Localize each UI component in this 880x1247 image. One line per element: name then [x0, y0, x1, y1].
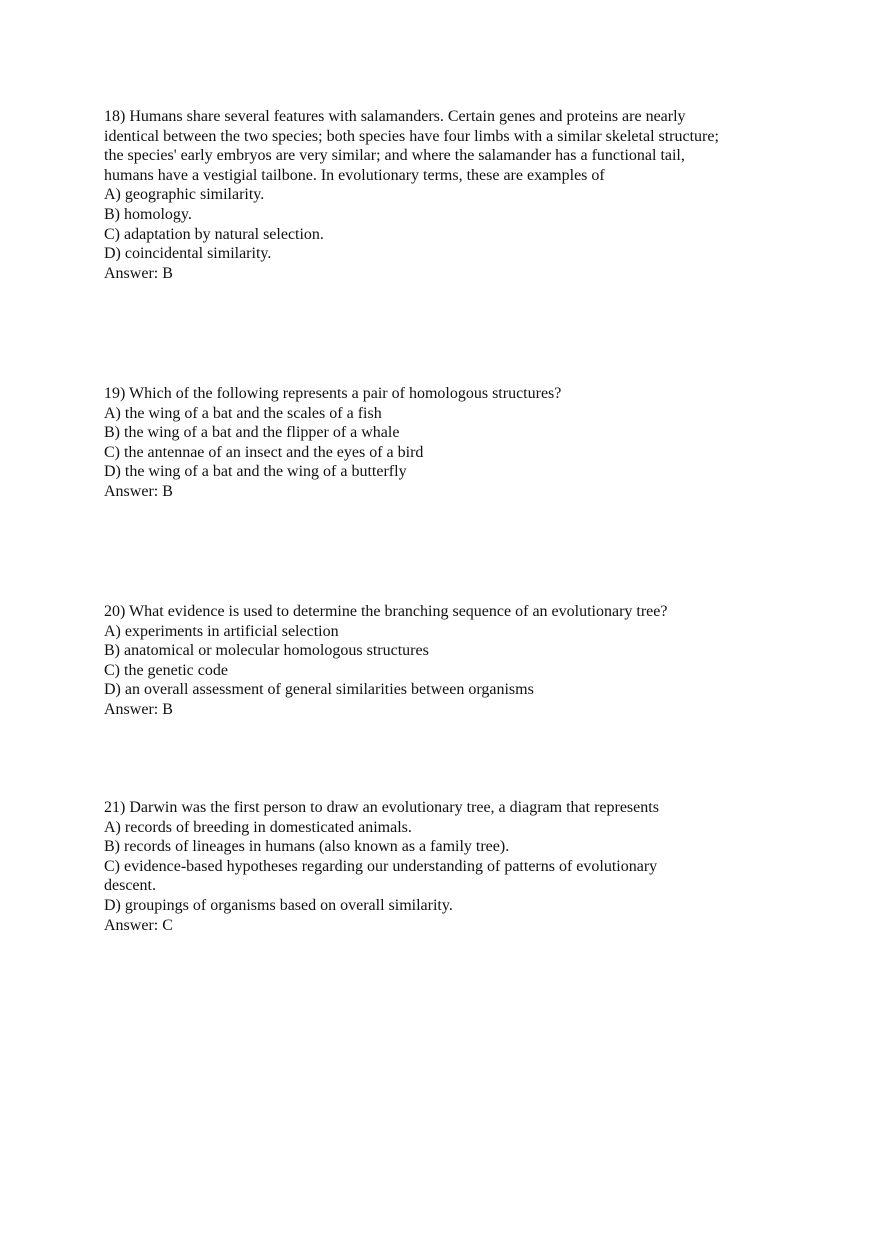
- answer-option-d: D) groupings of organisms based on overall similarity.: [104, 896, 453, 914]
- answer-option-d: D) the wing of a bat and the wing of a butterfly: [104, 463, 407, 481]
- answer-option-a: A) records of breeding in domesticated animals.: [104, 818, 412, 836]
- answer-option-b: B) homology.: [104, 205, 192, 223]
- answer-option-c: C) adaptation by natural selection.: [104, 225, 324, 243]
- question-stem-line: 18) Humans share several features with salamanders. Certain genes and proteins are nearly: [104, 108, 686, 125]
- answer-option-c: C) the antennae of an insect and the eyes of a bird: [104, 443, 424, 461]
- answer-option-a: A) the wing of a bat and the scales of a fish: [104, 404, 382, 422]
- answer-key: Answer: B: [104, 700, 173, 718]
- answer-option-a: A) experiments in artificial selection: [104, 622, 339, 640]
- answer-option-d: D) coincidental similarity.: [104, 245, 272, 263]
- answer-key: Answer: B: [104, 264, 173, 282]
- answer-key: Answer: C: [104, 916, 173, 934]
- question-20: [104, 602, 784, 720]
- answer-option-d: D) an overall assessment of general similarities between organisms: [104, 681, 534, 699]
- answer-option-b: B) records of lineages in humans (also known as a family tree).: [104, 838, 510, 856]
- question-stem-line: 21) Darwin was the first person to draw an evolutionary tree, a diagram that represents: [104, 799, 659, 816]
- question-stem-line: 20) What evidence is used to determine the branching sequence of an evolutionary tree?: [104, 603, 668, 620]
- question-stem-line: 19) Which of the following represents a pair of homologous structures?: [104, 385, 562, 402]
- answer-option-b: B) anatomical or molecular homologous structures: [104, 642, 429, 660]
- answer-key: Answer: B: [104, 482, 173, 500]
- question-stem-line: humans have a vestigial tailbone. In evolutionary terms, these are examples of: [104, 166, 605, 184]
- question-21: [104, 798, 784, 935]
- answer-option-c: C) the genetic code: [104, 661, 228, 679]
- answer-option-c-continuation: descent.: [104, 877, 156, 895]
- question-18: [104, 107, 784, 283]
- question-stem-line: identical between the two species; both species have four limbs with a similar skeletal structure;: [104, 127, 719, 145]
- answer-option-a: A) geographic similarity.: [104, 186, 265, 204]
- answer-option-b: B) the wing of a bat and the flipper of a whale: [104, 424, 400, 442]
- question-stem-line: the species' early embryos are very similar; and where the salamander has a functional tail,: [104, 147, 685, 165]
- question-19: [104, 384, 784, 502]
- answer-option-c: C) evidence-based hypotheses regarding our understanding of patterns of evolutionary: [104, 857, 658, 875]
